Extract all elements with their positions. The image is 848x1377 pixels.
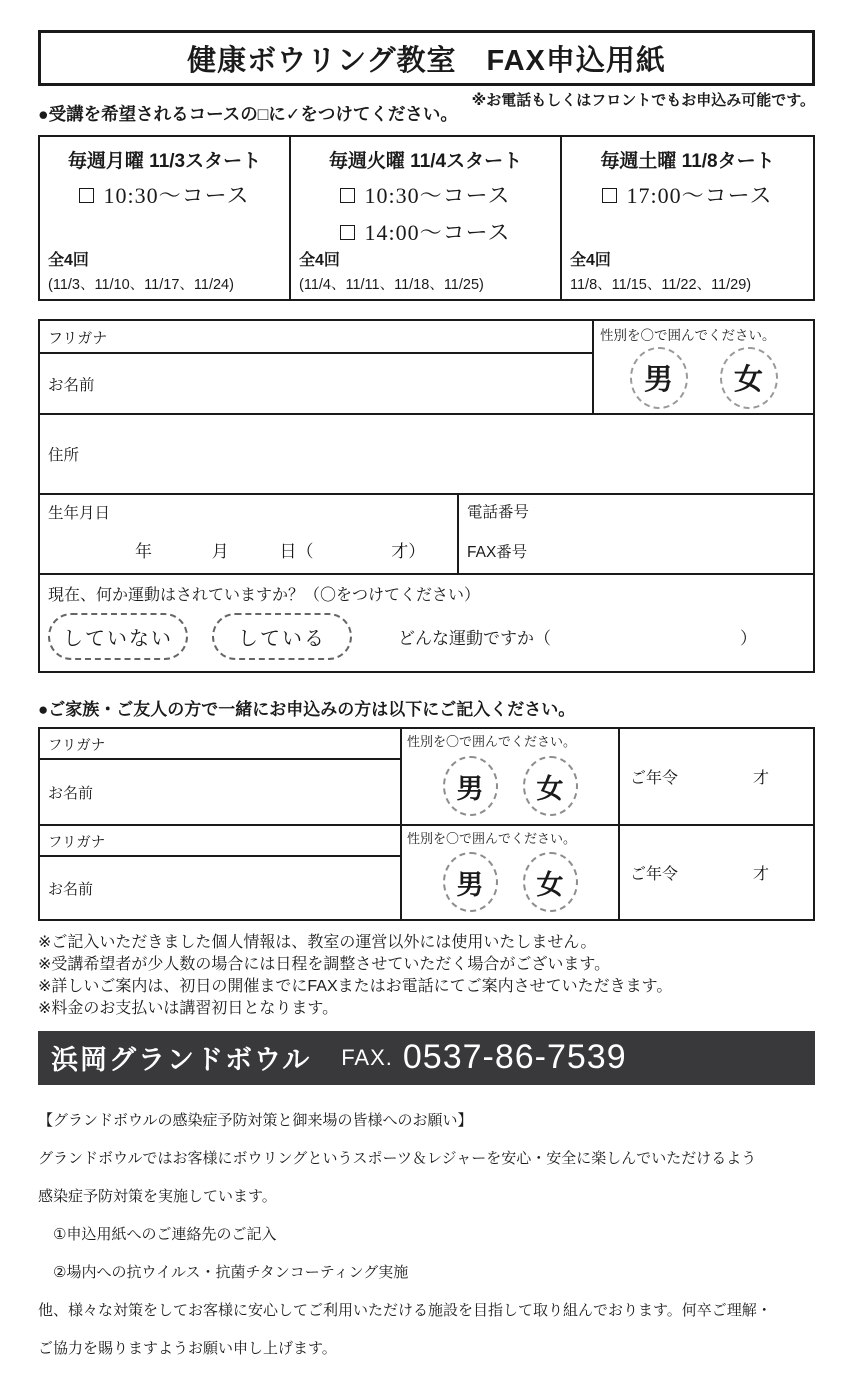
course-tuesday-option-1400[interactable]: 14:00～コース [299, 216, 552, 247]
year-label: 年 [135, 542, 152, 561]
course-session-count: 全4回 [48, 252, 89, 269]
exercise-options [48, 613, 805, 660]
covid-notice-line: 感染症予防対策を実施しています。 [38, 1187, 277, 1205]
covid-notice-line: 他、様々な対策をしてお客様に安心してご利用いただける施設を目指して取り組んでおります。何卒ご理解・ [38, 1302, 772, 1320]
course-dates: (11/3、11/10、11/17、11/24) [48, 277, 234, 293]
phone-fax-input-area[interactable] [457, 495, 813, 573]
family-name-column [40, 729, 400, 824]
covid-notice [38, 1092, 834, 1377]
gender-options [407, 750, 613, 822]
gender-instruction: 性別を〇で囲んでください。 [600, 328, 776, 343]
family-member-row [40, 824, 813, 919]
spacer [570, 210, 805, 247]
course-checkbox[interactable] [340, 225, 355, 240]
gender-female-circle[interactable]: 女 [523, 852, 578, 912]
gender-instruction: 性別を〇で囲んでください。 [407, 831, 577, 846]
gender-male-circle[interactable]: 男 [443, 756, 498, 816]
fax-label: FAX番号 [467, 544, 528, 561]
course-monday-cell [40, 137, 289, 299]
age-label: ご年令 [630, 770, 679, 787]
family-furigana-input-area[interactable] [40, 729, 400, 760]
furigana-label: フリガナ [48, 738, 106, 754]
gender-instruction: 性別を〇で囲んでください。 [407, 734, 577, 749]
course-saturday-cell [560, 137, 813, 299]
course-tuesday-title: 毎週火曜 11/4スタート [328, 151, 523, 172]
covid-notice-line: グランドボウルではお客様にボウリングというスポーツ＆レジャーを安心・安全に楽しんでいただけるよう [38, 1149, 757, 1167]
exercise-type-prompt: どんな運動ですか（ [398, 629, 551, 648]
course-saturday-title: 毎週土曜 11/8タート [600, 151, 775, 172]
furigana-label: フリガナ [48, 330, 108, 347]
covid-notice-line: ご協力を賜りますようお願い申し上げます。 [38, 1340, 337, 1358]
gender-female-circle[interactable]: 女 [720, 347, 778, 409]
exercise-yes-pill[interactable]: している [212, 613, 352, 660]
note-line: ※料金のお支払いは講習初日となります。 [38, 999, 339, 1017]
phone-apply-note: ※お電話もしくはフロントでもお申込み可能です。 [471, 92, 815, 109]
course-tuesday-cell [289, 137, 560, 299]
sub-header-row [38, 86, 815, 127]
name-label: お名前 [48, 376, 95, 394]
family-member-row [40, 729, 813, 824]
covid-notice-line: ①申込用紙へのご連絡先のご記入 [38, 1225, 277, 1243]
name-column [40, 321, 592, 413]
course-monday-title: 毎週月曜 11/3スタート [67, 151, 262, 172]
fax-form-page [38, 30, 815, 1377]
birthdate-format-line [40, 537, 425, 562]
course-check-instruction: ●受講を希望されるコースの□に✓をつけてください。 [38, 104, 458, 124]
course-dates: 11/8、11/15、11/22、11/29) [570, 277, 752, 293]
note-line: ※受講希望者が少人数の場合には日程を調整させていただく場合がございます。 [38, 955, 611, 973]
course-checkbox[interactable] [340, 188, 355, 203]
birthdate-input-area[interactable] [40, 495, 457, 573]
covid-notice-heading: 【グランドボウルの感染症予防対策と御来場の皆様へのお願い】 [38, 1111, 473, 1129]
form-title-box [38, 30, 815, 86]
course-monday-option-1030[interactable]: 10:30～コース [48, 179, 281, 210]
exercise-row [40, 573, 813, 671]
course-dates: (11/4、11/11、11/18、11/25) [299, 277, 484, 293]
venue-name: 浜岡グランドボウル [51, 1045, 312, 1076]
course-tuesday-option-1030[interactable]: 10:30～コース [299, 179, 552, 210]
note-line: ※詳しいご案内は、初日の開催までにFAXまたはお電話にてご案内させていただきます。 [38, 977, 673, 995]
notes-block [38, 932, 815, 1020]
family-name-column [40, 826, 400, 919]
family-table [38, 727, 815, 921]
furigana-input-area[interactable] [40, 321, 592, 354]
family-gender-cell [400, 826, 620, 919]
gender-male-circle[interactable]: 男 [630, 347, 688, 409]
phone-label: 電話番号 [467, 504, 530, 521]
course-session-count: 全4回 [299, 252, 340, 269]
family-gender-cell [400, 729, 620, 824]
birthdate-label: 生年月日 [48, 505, 111, 522]
exercise-question: 現在、何か運動はされていますか？（〇をつけてください） [48, 587, 481, 604]
age-label: ご年令 [630, 866, 679, 883]
course-checkbox[interactable] [602, 188, 617, 203]
address-input-area[interactable] [40, 413, 813, 493]
family-age-input-area[interactable] [620, 826, 813, 919]
name-label: お名前 [48, 784, 94, 802]
name-input-area[interactable] [40, 354, 592, 413]
month-label: 月 [211, 542, 229, 561]
gender-male-circle[interactable]: 男 [443, 852, 498, 912]
furigana-label: フリガナ [48, 835, 106, 851]
name-gender-row [40, 321, 813, 413]
contact-banner [38, 1031, 815, 1085]
age-unit: 才 [752, 770, 769, 787]
gender-options [407, 847, 613, 917]
gender-female-circle[interactable]: 女 [523, 756, 578, 816]
spacer [48, 210, 281, 247]
course-checkbox[interactable] [79, 188, 94, 203]
age-label: 才） [391, 542, 426, 561]
family-furigana-input-area[interactable] [40, 826, 400, 857]
gender-options [600, 344, 807, 411]
birth-phone-row [40, 493, 813, 573]
name-label: お名前 [48, 880, 94, 898]
exercise-type-close-paren: ） [740, 629, 757, 648]
fax-prefix: FAX. [341, 1044, 393, 1070]
family-age-input-area[interactable] [620, 729, 813, 824]
course-saturday-option-1700[interactable]: 17:00～コース [570, 179, 805, 210]
page-title: 健康ボウリング教室 FAX申込用紙 [187, 44, 666, 77]
fax-number: 0537-86-7539 [402, 1038, 627, 1077]
covid-notice-line: ②場内への抗ウイルス・抗菌チタンコーティング実施 [38, 1264, 409, 1282]
course-session-count: 全4回 [570, 252, 611, 269]
family-name-input-area[interactable] [40, 760, 400, 824]
family-section-instruction: ●ご家族・ご友人の方で一緒にお申込みの方は以下にご記入ください。 [38, 700, 576, 719]
address-label: 住所 [48, 447, 80, 464]
day-label: 日（ [279, 542, 314, 561]
family-name-input-area[interactable] [40, 857, 400, 919]
age-unit: 才 [752, 866, 769, 883]
note-line: ※ご記入いただきました個人情報は、教室の運営以外には使用いたしません。 [38, 934, 597, 951]
course-table [38, 135, 815, 301]
applicant-table [38, 319, 815, 673]
exercise-no-pill[interactable]: していない [48, 613, 188, 660]
gender-cell [592, 321, 813, 413]
